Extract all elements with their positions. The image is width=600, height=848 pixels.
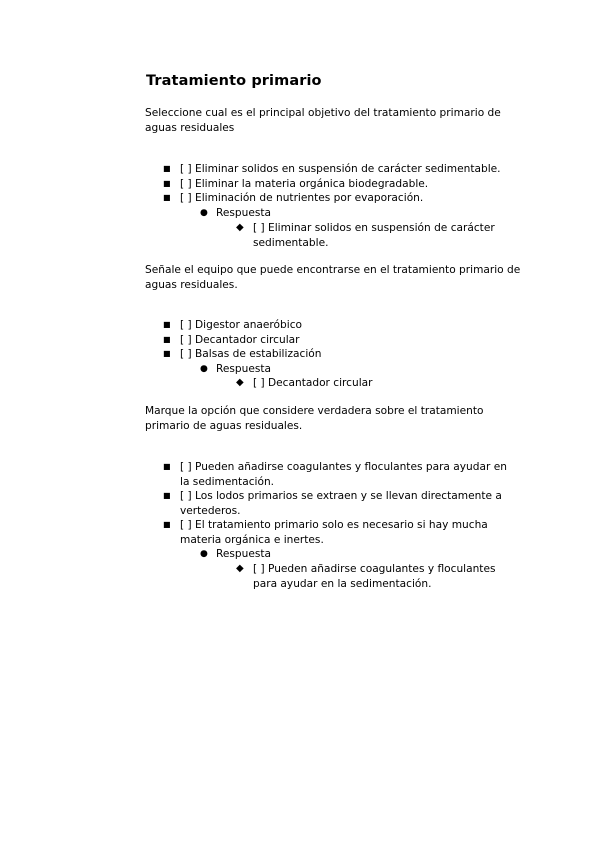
question-3-answer-label (200, 547, 496, 562)
question-1-option-3 (163, 191, 510, 206)
question-2-option-1 (163, 318, 510, 333)
option-label: [ ] Eliminación de nutrientes por evaporación. (180, 192, 424, 204)
option-label: [ ] Eliminar solidos en suspensión de carácter sedimentable. (180, 163, 501, 175)
option-label: [ ] Los lodos primarios se extraen y se llevan directamente a vertederos. (180, 490, 502, 517)
circle-bullet-icon: ● (200, 549, 208, 559)
option-label: [ ] Decantador circular (180, 334, 300, 346)
question-1-answer (236, 221, 498, 250)
question-3-text: Marque la opción que considere verdadera sobre el tratamiento primario de aguas residuales. (145, 405, 484, 432)
question-2-text: Señale el equipo que puede encontrarse en el tratamiento primario de aguas residuales. (145, 264, 521, 291)
question-1-answer-label (200, 206, 496, 221)
question-1-option-1 (163, 162, 510, 177)
square-bullet-icon: ■ (163, 462, 171, 471)
answer-text: [ ] Pueden añadirse coagulantes y floculantes para ayudar en la sedimentación. (253, 563, 496, 590)
question-2-answer (236, 376, 513, 391)
circle-bullet-icon: ● (200, 208, 208, 218)
answer-label: Respuesta (216, 207, 272, 219)
option-label: [ ] Digestor anaeróbico (180, 319, 303, 331)
question-2-option-2 (163, 333, 510, 348)
option-label: [ ] El tratamiento primario solo es necesario si hay mucha materia orgánica e inertes. (180, 519, 488, 546)
square-bullet-icon: ■ (163, 193, 171, 202)
square-bullet-icon: ■ (163, 179, 171, 188)
option-label: [ ] Balsas de estabilización (180, 348, 322, 360)
diamond-bullet-icon: ◆ (236, 377, 244, 388)
square-bullet-icon: ■ (163, 520, 171, 529)
question-1-text: Seleccione cual es el principal objetivo del tratamiento primario de aguas residuales (145, 107, 501, 134)
diamond-bullet-icon: ◆ (236, 222, 244, 233)
question-1-option-2 (163, 177, 510, 192)
square-bullet-icon: ■ (163, 164, 171, 173)
answer-text: [ ] Decantador circular (253, 377, 373, 389)
answer-label: Respuesta (216, 548, 272, 560)
square-bullet-icon: ■ (163, 491, 171, 500)
option-label: [ ] Pueden añadirse coagulantes y floculantes para ayudar en la sedimentación. (180, 461, 507, 488)
answer-text: [ ] Eliminar solidos en suspensión de carácter sedimentable. (253, 222, 495, 249)
square-bullet-icon: ■ (163, 335, 171, 344)
answer-label: Respuesta (216, 363, 272, 375)
question-3-option-1 (163, 460, 515, 489)
square-bullet-icon: ■ (163, 349, 171, 358)
question-2-option-3 (163, 347, 510, 362)
circle-bullet-icon: ● (200, 364, 208, 374)
question-3-answer (236, 562, 515, 591)
page-title: Tratamiento primario (146, 73, 322, 89)
diamond-bullet-icon: ◆ (236, 563, 244, 574)
question-3-option-3 (163, 518, 515, 547)
question-3-option-2 (163, 489, 515, 518)
square-bullet-icon: ■ (163, 320, 171, 329)
option-label: [ ] Eliminar la materia orgánica biodegradable. (180, 178, 429, 190)
question-2-answer-label (200, 362, 496, 377)
